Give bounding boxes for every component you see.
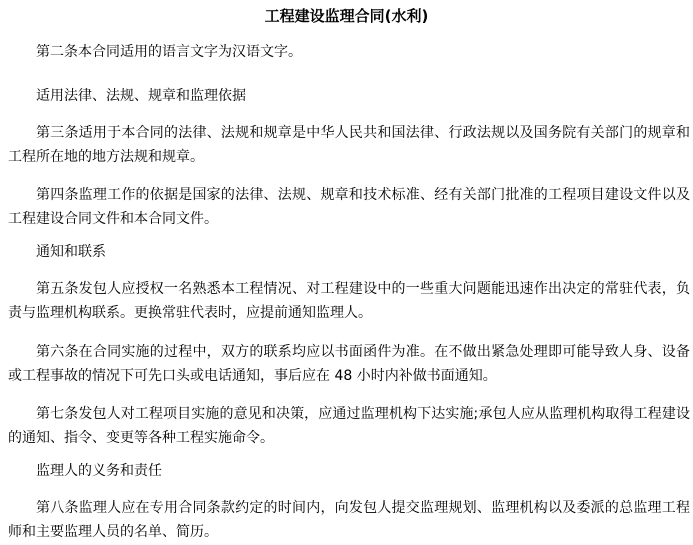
section-heading-notice-contact: 通知和联系 — [36, 244, 106, 260]
paragraph-article-7: 第七条发包人对工程项目实施的意见和决策，应通过监理机构下达实施;承包人应从监理机构取得工程建设的通知、指令、变更等各种工程实施命令。 — [8, 406, 690, 446]
section-heading-supervisor-duties: 监理人的义务和责任 — [36, 463, 162, 479]
document-title: 工程建设监理合同(水利) — [264, 7, 429, 25]
section-heading-applicable-law: 适用法律、法规、规章和监理依据 — [36, 88, 246, 104]
paragraph-article-8: 第八条监理人应在专用合同条款约定的时间内，向发包人提交监理规划、监理机构以及委派的总监理工程师和主要监理人员的名单、简历。 — [8, 500, 690, 540]
paragraph-article-6: 第六条在合同实施的过程中，双方的联系均应以书面函件为准。在不做出紧急处理即可能导致人身、设备或工程事故的情况下可先口头或电话通知，事后应在 48 小时内补做书面通知。 — [8, 344, 690, 384]
paragraph-article-5: 第五条发包人应授权一名熟悉本工程情况、对工程建设中的一些重大问题能迅速作出决定的常驻代表，负责与监理机构联系。更换常驻代表时，应提前通知监理人。 — [8, 281, 690, 321]
paragraph-article-4: 第四条监理工作的依据是国家的法律、法规、规章和技术标准、经有关部门批准的工程项目建设文件以及工程建设合同文件和本合同文件。 — [8, 187, 690, 227]
paragraph-article-2: 第二条本合同适用的语言文字为汉语文字。 — [36, 44, 302, 60]
paragraph-article-3: 第三条适用于本合同的法律、法规和规章是中华人民共和国法律、行政法规以及国务院有关部门的规章和工程所在地的地方法规和规章。 — [8, 125, 690, 165]
